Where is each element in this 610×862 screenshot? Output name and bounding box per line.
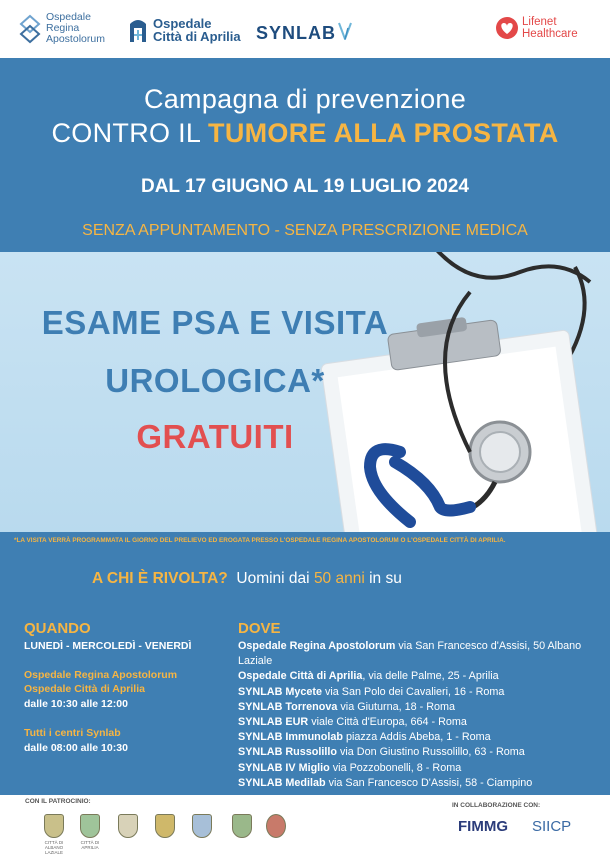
campaign-title: Campagna di prevenzione [143, 84, 467, 114]
target-audience [92, 570, 402, 588]
location-name: SYNLAB IV Miglio [238, 761, 330, 774]
hero-line2: UROLOGICA* [105, 362, 325, 399]
location-name: SYNLAB Torrenova [238, 700, 338, 713]
when-section [24, 620, 224, 754]
hero-line1: ESAME PSA E VISITA [41, 304, 389, 341]
fimmg-logo: FIMMG [458, 818, 508, 835]
footnote: *LA VISITA VERRÀ PROGRAMMATA IL GIORNO DEL PRELIEVO ED EROGATA PRESSO L'OSPEDALE REGINA APOSTOLORUM O L'OSPEDALE CITTÀ DI APRILIA. [14, 537, 506, 544]
logo-synlab [256, 22, 352, 45]
campaign-dates: DAL 17 GIUGNO AL 19 LUGLIO 2024 [140, 176, 470, 197]
campaign-subject [0, 118, 610, 149]
location-address: via San Francesco d'Assisi, 50 Albano Laziale [238, 640, 582, 668]
logo4-line1: Lifenet [522, 16, 557, 28]
location-name: SYNLAB EUR [238, 716, 309, 729]
location-item [238, 669, 608, 684]
logo-regina-apostolorum [18, 12, 105, 45]
logo-citta-di-aprilia [128, 16, 241, 44]
location-address: via Giuturna, 18 - Roma [340, 700, 456, 713]
lifenet-icon [496, 17, 518, 39]
target-age: 50 anni [313, 570, 365, 587]
logo2-line1: Ospedale [153, 16, 212, 31]
target-answer-post: in su [369, 570, 402, 587]
location-name: SYNLAB Medilab [238, 776, 326, 789]
synlab-leaf-icon [338, 22, 352, 45]
location-address: via San Francesco D'Assisi, 58 - Ciampino [328, 776, 533, 789]
municipal-crest-icon [118, 814, 138, 838]
hero-line3: GRATUITI [136, 418, 294, 455]
municipal-crest-icon [266, 814, 286, 838]
location-item [238, 700, 608, 715]
logo4-line2: Healthcare [522, 28, 578, 40]
location-name: SYNLAB Immunolab [238, 731, 343, 744]
aprilia-hospital-icon [128, 16, 148, 44]
logo1-line2: Regina [46, 22, 80, 34]
collaboration-label: IN COLLABORAZIONE CON: [452, 802, 541, 809]
location-name: Ospedale Regina Apostolorum [238, 640, 396, 652]
municipal-crest-icon [192, 814, 212, 838]
municipal-crest-icon [155, 814, 175, 838]
header [0, 0, 610, 58]
when-hospital-1: Ospedale Regina Apostolorum [24, 669, 178, 681]
crest-caption: CITTÀ DI ALBANO LAZIALE [44, 840, 64, 855]
location-address: via Don Giustino Russolillo, 63 - Roma [339, 746, 525, 759]
location-name: Ospedale Città di Aprilia [238, 670, 363, 683]
location-address: piazza Addis Abeba, 1 - Roma [345, 731, 491, 744]
location-item [238, 715, 608, 730]
logo1-line1: Ospedale [46, 11, 91, 23]
crest-caption: CITTÀ DI APRILIA [80, 840, 100, 850]
location-address: viale Città d'Europa, 664 - Roma [311, 716, 467, 729]
logo2-line2: Città di Aprilia [153, 29, 241, 44]
municipal-crest-icon [44, 814, 64, 838]
subject-prefix: CONTRO IL [51, 118, 201, 148]
location-item [238, 639, 608, 669]
when-hospital-hours: dalle 10:30 alle 12:00 [24, 698, 128, 710]
regina-apostolorum-icon [18, 14, 42, 44]
campaign-conditions: SENZA APPUNTAMENTO - SENZA PRESCRIZIONE MEDICA [82, 222, 528, 239]
municipal-crest-icon [232, 814, 252, 838]
patronage-label: CON IL PATROCINIO: [25, 798, 91, 805]
location-item [238, 761, 608, 776]
subject-highlight: TUMORE ALLA PROSTATA [208, 118, 559, 148]
synlab-wordmark: SYNLAB [256, 23, 337, 43]
target-question: A CHI È RIVOLTA? [92, 570, 228, 587]
location-address: , via delle Palme, 25 - Aprilia [362, 670, 499, 683]
location-item [238, 685, 608, 700]
siicp-logo: SIICP [532, 818, 572, 835]
logo-lifenet [496, 16, 578, 40]
location-name: SYNLAB Russolillo [238, 746, 337, 759]
where-heading: DOVE [238, 620, 281, 637]
logo1-line3: Apostolorum [46, 33, 105, 45]
when-days: LUNEDÌ - MERCOLEDÌ - VENERDÌ [24, 640, 192, 652]
when-synlab-hours: dalle 08:00 alle 10:30 [24, 742, 128, 754]
when-hospital-2: Ospedale Città di Aprilia [24, 683, 145, 695]
when-heading: QUANDO [24, 620, 91, 637]
location-name: SYNLAB Mycete [238, 685, 322, 698]
location-address: via San Polo dei Cavalieri, 16 - Roma [325, 685, 505, 698]
municipal-crest-icon [80, 814, 100, 838]
location-item [238, 730, 608, 745]
location-address: via Pozzobonelli, 8 - Roma [332, 761, 462, 774]
location-item [238, 776, 608, 791]
where-section [238, 620, 608, 791]
when-synlab: Tutti i centri Synlab [24, 727, 121, 739]
location-item [238, 745, 608, 760]
target-answer-pre: Uomini dai [236, 570, 310, 587]
